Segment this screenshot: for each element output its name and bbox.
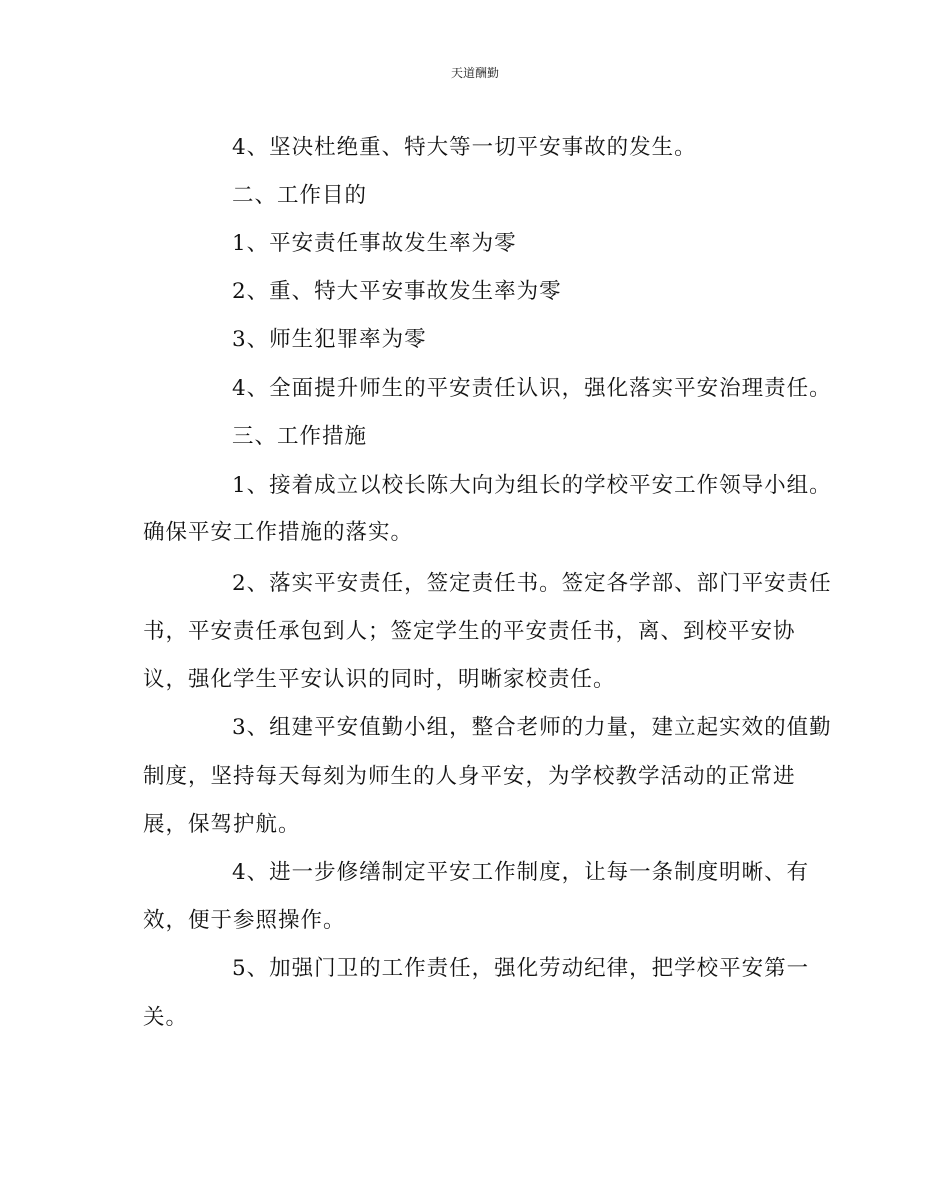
paragraph-line: 4、坚决杜绝重、特大等一切平安事故的发生。: [232, 135, 697, 160]
paragraph-line: 制度，坚持每天每刻为师生的人身平安，为学校教学活动的正常进: [143, 764, 796, 789]
section-heading: 二、工作目的: [232, 183, 368, 208]
paragraph-line: 5、加强门卫的工作责任，强化劳动纪律，把学校平安第一: [232, 956, 810, 981]
paragraph-line: 确保平安工作措施的落实。: [143, 520, 414, 545]
paragraph-line: 效，便于参照操作。: [143, 908, 346, 933]
paragraph-line: 1、接着成立以校长陈大向为组长的学校平安工作领导小组。: [232, 473, 832, 498]
section-heading: 三、工作措施: [232, 424, 368, 449]
page-header: 天道酬勤: [450, 66, 499, 80]
paragraph-line: 展，保驾护航。: [143, 812, 301, 837]
paragraph-line: 1、平安责任事故发生率为零: [232, 231, 517, 256]
paragraph-line: 4、进一步修缮制定平安工作制度，让每一条制度明晰、有: [232, 860, 810, 885]
paragraph-line: 关。: [143, 1005, 189, 1030]
paragraph-line: 4、全面提升师生的平安责任认识，强化落实平安治理责任。: [232, 376, 832, 401]
paragraph-line: 2、落实平安责任，签定责任书。签定各学部、部门平安责任: [232, 571, 832, 596]
paragraph-line: 2、重、特大平安事故发生率为零: [232, 279, 562, 304]
paragraph-line: 3、师生犯罪率为零: [232, 327, 427, 352]
paragraph-line: 书，平安责任承包到人；签定学生的平安责任书，离、到校平安协: [143, 619, 796, 644]
paragraph-line: 3、组建平安值勤小组，整合老师的力量，建立起实效的值勤: [232, 715, 832, 740]
paragraph-line: 议，强化学生平安认识的同时，明晰家校责任。: [143, 667, 616, 692]
